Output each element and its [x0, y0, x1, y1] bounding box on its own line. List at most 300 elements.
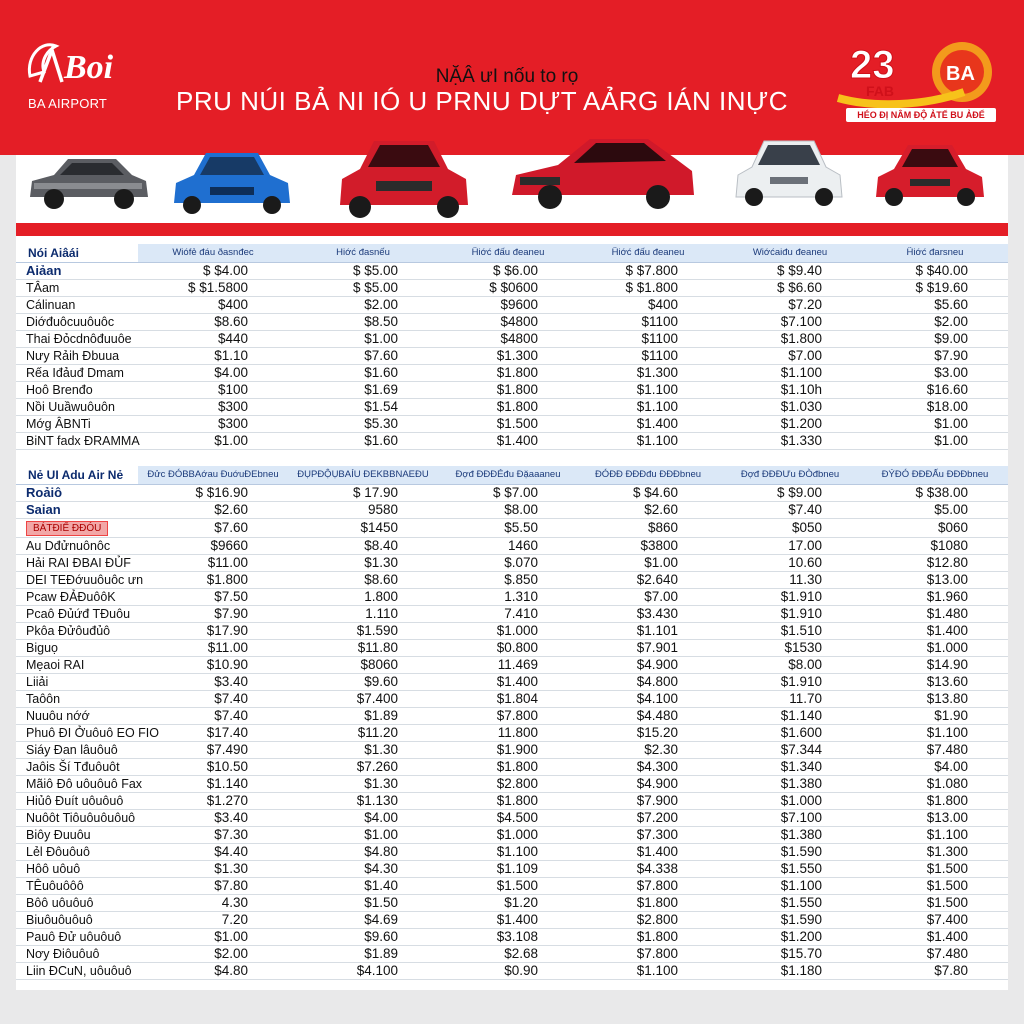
price-cell: $1.101 [578, 623, 718, 640]
column-header[interactable]: Đợđ ĐĐĐƯu ĐÒđbneu [718, 466, 862, 485]
price-cell: $2.640 [578, 572, 718, 589]
price-cell: $7.344 [718, 742, 862, 759]
price-cell: $1450 [288, 519, 438, 538]
price-cell: $1.500 [438, 878, 578, 895]
price-cell: 4.30 [138, 895, 288, 912]
table-row [16, 538, 1008, 555]
row-label: Nuôôt Tiôuôuôuôuô [16, 810, 138, 827]
price-cell: $1.100 [718, 365, 862, 382]
row-label: Au Dđửnuônôc [16, 538, 138, 555]
price-cell: $2.60 [578, 502, 718, 519]
price-cell: $1.10 [138, 348, 288, 365]
price-cell: $1.340 [718, 759, 862, 776]
price-cell: $7.60 [138, 519, 288, 538]
column-header[interactable]: ĐÓĐĐ ĐĐĐđu ĐĐĐbneu [578, 466, 718, 485]
price-cell: $12.80 [862, 555, 1008, 572]
table-row [16, 929, 1008, 946]
price-cell: $8.00 [438, 502, 578, 519]
price-cell: $4.30 [288, 861, 438, 878]
price-cell: $15.70 [718, 946, 862, 963]
car-red-hatchback-icon[interactable] [336, 135, 472, 221]
price-cell: $7.480 [862, 742, 1008, 759]
table-row [16, 280, 1008, 297]
price-cell: $4.80 [138, 963, 288, 980]
price-cell: $13.00 [862, 572, 1008, 589]
table-row [16, 657, 1008, 674]
price-cell: $1.510 [718, 623, 862, 640]
row-label: Cálinuan [16, 297, 138, 314]
price-cell: $7.40 [138, 691, 288, 708]
price-cell: $18.00 [862, 399, 1008, 416]
column-header[interactable]: Hiớć đasnếu [288, 244, 438, 263]
price-cell: $ $0600 [438, 280, 578, 297]
price-cell: $1.130 [288, 793, 438, 810]
price-cell: $1.500 [438, 416, 578, 433]
price-cell: $1.400 [862, 929, 1008, 946]
price-cell: $7.200 [578, 810, 718, 827]
price-cell: $1.100 [438, 844, 578, 861]
price-cell: $7.900 [578, 793, 718, 810]
row-label: Siáy Đan lâuôuô [16, 742, 138, 759]
price-cell: 7.20 [138, 912, 288, 929]
price-cell: $2.800 [438, 776, 578, 793]
price-cell: $4.00 [862, 759, 1008, 776]
price-cell: $1100 [578, 314, 718, 331]
price-cell: $17.90 [138, 623, 288, 640]
price-cell: $1.400 [438, 433, 578, 450]
row-label [16, 519, 138, 538]
price-cell: $ $4.00 [138, 263, 288, 280]
row-label: Thai Đỏcdnôđuuôe [16, 331, 138, 348]
price-cell: $7.00 [718, 348, 862, 365]
price-cell: $1080 [862, 538, 1008, 555]
price-cell: $11.00 [138, 555, 288, 572]
price-cell: $2.800 [578, 912, 718, 929]
price-cell: $11.80 [288, 640, 438, 657]
price-cell: $4.338 [578, 861, 718, 878]
price-cell: 1.800 [288, 589, 438, 606]
price-cell: $1.550 [718, 861, 862, 878]
price-cell: $4.100 [288, 963, 438, 980]
table-row [16, 399, 1008, 416]
price-cell: $7.480 [862, 946, 1008, 963]
column-header[interactable]: ĐỤPĐỘỤBAÍU ĐEKBBNAEĐU [288, 466, 438, 485]
row-label: Pcaô Đủứđ TĐuôu [16, 606, 138, 623]
price-cell: $ $16.90 [138, 485, 288, 502]
table-row [16, 640, 1008, 657]
price-cell: $14.90 [862, 657, 1008, 674]
price-cell: $3800 [578, 538, 718, 555]
car-photo-strip [16, 155, 1008, 223]
price-cell: $1.00 [288, 827, 438, 844]
row-label: Liiải [16, 674, 138, 691]
price-cell: $13.80 [862, 691, 1008, 708]
table-row [16, 895, 1008, 912]
price-cell: $7.50 [138, 589, 288, 606]
price-cell: $7.40 [138, 708, 288, 725]
price-cell: 11.30 [718, 572, 862, 589]
price-table-2 [16, 466, 1008, 980]
price-cell: $1.380 [718, 827, 862, 844]
price-cell: $1.00 [138, 929, 288, 946]
row-label: Bôô uôuôuô [16, 895, 138, 912]
price-cell: $1.800 [578, 929, 718, 946]
price-cell: $8.60 [288, 572, 438, 589]
row-label: Biguọ [16, 640, 138, 657]
price-cell: $4.500 [438, 810, 578, 827]
price-cell: $1.180 [718, 963, 862, 980]
price-cell: $13.60 [862, 674, 1008, 691]
table-row [16, 759, 1008, 776]
price-cell: $ $4.60 [578, 485, 718, 502]
price-cell: $1.000 [862, 640, 1008, 657]
price-cell: $050 [718, 519, 862, 538]
price-cell: $100 [138, 382, 288, 399]
price-cell: $1.60 [288, 433, 438, 450]
price-cell: $ $19.60 [862, 280, 1008, 297]
row-label: TÂam [16, 280, 138, 297]
price-cell: $1.400 [862, 623, 1008, 640]
row-label: Nưy Rảih Đbuua [16, 348, 138, 365]
row-label: Saian [16, 502, 138, 519]
price-cell: $.850 [438, 572, 578, 589]
price-cell: $2.60 [138, 502, 288, 519]
price-cell: $.070 [438, 555, 578, 572]
price-cell: $1.300 [862, 844, 1008, 861]
table-row [16, 589, 1008, 606]
price-cell: $1.00 [862, 416, 1008, 433]
price-cell: $1.300 [438, 348, 578, 365]
price-cell: $0.90 [438, 963, 578, 980]
row-label: Mớg ÂBNTi [16, 416, 138, 433]
price-cell: $1.90 [862, 708, 1008, 725]
column-header[interactable]: Đợđ ĐĐĐÉđu Đặaaaneu [438, 466, 578, 485]
price-cell: $ $7.800 [578, 263, 718, 280]
price-cell: $ $1.5800 [138, 280, 288, 297]
price-cell: $ 17.90 [288, 485, 438, 502]
row-label: Nuuôu nớớ [16, 708, 138, 725]
price-cell: $3.40 [138, 674, 288, 691]
price-cell: $400 [578, 297, 718, 314]
price-cell: $1.480 [862, 606, 1008, 623]
price-cell: $4.40 [138, 844, 288, 861]
table-row [16, 416, 1008, 433]
price-cell: 1.110 [288, 606, 438, 623]
price-cell: $ $6.60 [718, 280, 862, 297]
price-cell: $7.260 [288, 759, 438, 776]
price-cell: $1.590 [288, 623, 438, 640]
price-cell: $1.500 [862, 895, 1008, 912]
price-cell: $300 [138, 399, 288, 416]
price-cell: $2.00 [288, 297, 438, 314]
price-cell: 17.00 [718, 538, 862, 555]
table-row [16, 946, 1008, 963]
table-row [16, 963, 1008, 980]
table-corner-label: Nẻ UI Adu Air Nẻ [16, 466, 138, 485]
price-cell: $1.400 [438, 674, 578, 691]
row-label: Hiủô Đuít uôuôuô [16, 793, 138, 810]
price-cell: $1.910 [718, 589, 862, 606]
price-cell: 7.410 [438, 606, 578, 623]
price-cell: $2.68 [438, 946, 578, 963]
row-label: BiNT fadx ĐRAMMA [16, 433, 138, 450]
price-cell: $7.40 [718, 502, 862, 519]
price-cell: $1.140 [138, 776, 288, 793]
table-row [16, 674, 1008, 691]
table-row [16, 878, 1008, 895]
price-cell: $1.270 [138, 793, 288, 810]
price-cell: $1.200 [718, 929, 862, 946]
row-label: Taôôn [16, 691, 138, 708]
price-cell: $9.00 [862, 331, 1008, 348]
price-cell: $16.60 [862, 382, 1008, 399]
price-cell: $1.100 [578, 382, 718, 399]
price-cell: $5.60 [862, 297, 1008, 314]
table-row [16, 827, 1008, 844]
column-header[interactable]: Ḧiớć đấu đeaneu [578, 244, 718, 263]
column-header[interactable]: Đửc ĐÓBBAớau ĐuớuĐEbneu [138, 466, 288, 485]
price-cell: $7.00 [578, 589, 718, 606]
table-row [16, 348, 1008, 365]
price-cell: $7.90 [138, 606, 288, 623]
price-cell: $ $5.00 [288, 280, 438, 297]
price-cell: $1.804 [438, 691, 578, 708]
price-cell: $8.60 [138, 314, 288, 331]
price-cell: $1.800 [578, 895, 718, 912]
price-cell: $9.60 [288, 929, 438, 946]
table-row [16, 502, 1008, 519]
price-cell: $1.000 [438, 623, 578, 640]
price-cell: $1.910 [718, 606, 862, 623]
price-cell: $4.900 [578, 657, 718, 674]
price-cell: 10.60 [718, 555, 862, 572]
price-cell: 11.70 [718, 691, 862, 708]
price-cell: $1.40 [288, 878, 438, 895]
price-cell: $8.50 [288, 314, 438, 331]
price-cell: $5.30 [288, 416, 438, 433]
price-cell: $440 [138, 331, 288, 348]
badge-number: 23 [850, 43, 895, 87]
headline-large: PRU NÚI BẢ NI IÓ U PRNU DỰT AẢRG IÁN INỰC [176, 86, 788, 116]
price-cell: $1.140 [718, 708, 862, 725]
price-cell: $1.100 [718, 878, 862, 895]
price-cell: $7.800 [578, 878, 718, 895]
price-cell: $17.40 [138, 725, 288, 742]
price-cell: $1100 [578, 331, 718, 348]
price-cell: $7.100 [718, 810, 862, 827]
row-label: Jaôis Ší Tđuôuôt [16, 759, 138, 776]
table-row [16, 776, 1008, 793]
table-row [16, 485, 1008, 502]
price-cell: $13.00 [862, 810, 1008, 827]
column-header[interactable]: Ḧiớć đấu đeaneu [438, 244, 578, 263]
row-label: Biôy Đuuôu [16, 827, 138, 844]
price-cell: $1.200 [718, 416, 862, 433]
price-cell: $1.100 [578, 399, 718, 416]
price-cell: $2.00 [138, 946, 288, 963]
price-cell: $1.50 [288, 895, 438, 912]
price-cell: $1.10h [718, 382, 862, 399]
price-cell: $5.00 [862, 502, 1008, 519]
price-cell: $ $38.00 [862, 485, 1008, 502]
row-label: Liin ĐCuN, uôuôuô [16, 963, 138, 980]
car-grey-suv-icon[interactable] [24, 151, 152, 215]
headline-small: NẶÂ ưI nốu to rọ [435, 66, 579, 87]
table-row [16, 725, 1008, 742]
price-cell: $4.800 [578, 674, 718, 691]
red-divider [16, 223, 1008, 236]
price-cell: $1.69 [288, 382, 438, 399]
price-cell: $1.00 [578, 555, 718, 572]
price-cell: $8.00 [718, 657, 862, 674]
price-cell: $2.30 [578, 742, 718, 759]
price-cell: $1.380 [718, 776, 862, 793]
price-cell: $7.60 [288, 348, 438, 365]
table-row [16, 861, 1008, 878]
row-label: Hôô uôuô [16, 861, 138, 878]
price-cell: $10.90 [138, 657, 288, 674]
row-label: Mẹaoi RAI [16, 657, 138, 674]
price-cell: $3.00 [862, 365, 1008, 382]
price-cell: $1.800 [438, 365, 578, 382]
table-row [16, 844, 1008, 861]
price-cell: $1.109 [438, 861, 578, 878]
row-label: Pauô Đử uôuôuô [16, 929, 138, 946]
price-cell: $1.800 [862, 793, 1008, 810]
price-cell: $ $1.800 [578, 280, 718, 297]
row-label: TÊuôuôôô [16, 878, 138, 895]
row-label: Lẻl Đôuôuô [16, 844, 138, 861]
row-label: Biuôuôuôuô [16, 912, 138, 929]
price-cell: $9660 [138, 538, 288, 555]
row-label: Pkôa Đửôuđủô [16, 623, 138, 640]
price-cell: $1.330 [718, 433, 862, 450]
price-cell: $7.800 [578, 946, 718, 963]
price-cell: $860 [578, 519, 718, 538]
table-row [16, 555, 1008, 572]
price-cell: $1.00 [862, 433, 1008, 450]
price-cell: $7.400 [288, 691, 438, 708]
table-row [16, 433, 1008, 450]
svg-text:Boi: Boi [64, 49, 114, 86]
column-header[interactable]: Ḧiớć đarsneu [862, 244, 1008, 263]
row-label: Hải RAI ĐBAI ĐỦF [16, 555, 138, 572]
price-cell: $9.60 [288, 674, 438, 691]
price-cell: $5.50 [438, 519, 578, 538]
price-cell: $1.00 [138, 433, 288, 450]
price-cell: $7.30 [138, 827, 288, 844]
table-row [16, 708, 1008, 725]
row-label: DEI TEĐớuuôuôc ưn [16, 572, 138, 589]
price-cell: $1.910 [718, 674, 862, 691]
car-red-sedan-2-icon[interactable] [872, 137, 988, 209]
price-cell: $1.30 [288, 776, 438, 793]
price-cell: $1.030 [718, 399, 862, 416]
table-header-row [16, 466, 1008, 485]
price-cell: $7.90 [862, 348, 1008, 365]
price-cell: $1.89 [288, 708, 438, 725]
row-label: Mãiô Đô uôuôuô Fax [16, 776, 138, 793]
column-header[interactable]: Wiófẻ đáu ðasnđec [138, 244, 288, 263]
price-cell: $1.100 [862, 725, 1008, 742]
table-row [16, 810, 1008, 827]
price-cell: $060 [862, 519, 1008, 538]
row-label: Phuô ĐI Ởuôuô EO FIO [16, 725, 138, 742]
price-cell: $1.400 [578, 416, 718, 433]
price-cell: $7.20 [718, 297, 862, 314]
price-cell: $4.00 [288, 810, 438, 827]
row-label: Nồi Uuầwuôuôn [16, 399, 138, 416]
table-corner-label: Nói Aiâái [16, 244, 138, 263]
price-cell: $4.69 [288, 912, 438, 929]
price-table-1 [16, 244, 1008, 450]
price-cell: $ $6.00 [438, 263, 578, 280]
price-cell: $1.590 [718, 844, 862, 861]
table-row [16, 606, 1008, 623]
price-cell: $9600 [438, 297, 578, 314]
price-cell: $7.80 [138, 878, 288, 895]
price-cell: $1100 [578, 348, 718, 365]
price-cell: $4800 [438, 331, 578, 348]
row-label: Nơy Điôuôuô [16, 946, 138, 963]
price-cell: $1.300 [578, 365, 718, 382]
table-row [16, 793, 1008, 810]
table-header-row [16, 244, 1008, 263]
table-row [16, 742, 1008, 759]
car-white-sedan-icon[interactable] [732, 135, 846, 207]
price-cell: $1.100 [862, 827, 1008, 844]
price-cell: $1.000 [438, 827, 578, 844]
table-row [16, 912, 1008, 929]
badge-text: BA [946, 63, 975, 85]
price-cell: $1.400 [578, 844, 718, 861]
badge-tagline: HÉO ĐỊ NÂM ĐỘ ẢTẾ BU ẢĐỂ [846, 108, 996, 122]
price-cell: $1.960 [862, 589, 1008, 606]
price-cell: $ $9.40 [718, 263, 862, 280]
logo-subtitle: BA AIRPORT [28, 96, 108, 111]
price-cell: 1460 [438, 538, 578, 555]
price-cell: $1.800 [138, 572, 288, 589]
price-cell: $1.54 [288, 399, 438, 416]
table-row [16, 623, 1008, 640]
price-cell: $ $7.00 [438, 485, 578, 502]
price-cell: $1.500 [862, 861, 1008, 878]
row-label: Hoô Brenđo [16, 382, 138, 399]
price-cell: $8060 [288, 657, 438, 674]
price-cell: $1.590 [718, 912, 862, 929]
row-label: Diớđuôcuuôuôc [16, 314, 138, 331]
price-cell: $4800 [438, 314, 578, 331]
car-blue-hatchback-icon[interactable] [170, 147, 294, 219]
car-red-sedan-icon[interactable] [508, 131, 698, 217]
price-cell: $1.800 [438, 399, 578, 416]
price-cell: $11.20 [288, 725, 438, 742]
price-cell: 1.310 [438, 589, 578, 606]
price-cell: $4.00 [138, 365, 288, 382]
badge-small: FAB [866, 83, 894, 99]
price-cell: $1.900 [438, 742, 578, 759]
price-cell: $1.30 [288, 742, 438, 759]
row-label: Roảiô [16, 485, 138, 502]
price-cell: 9580 [288, 502, 438, 519]
table-row [16, 519, 1008, 538]
price-cell: $ $40.00 [862, 263, 1008, 280]
column-header[interactable]: ĐÝĐÓ ĐĐĐẤu ĐĐĐbneu [862, 466, 1008, 485]
price-cell: $2.00 [862, 314, 1008, 331]
price-cell: $1.800 [438, 759, 578, 776]
price-cell: $1.60 [288, 365, 438, 382]
column-header[interactable]: Wiớćaiđu đeaneu [718, 244, 862, 263]
